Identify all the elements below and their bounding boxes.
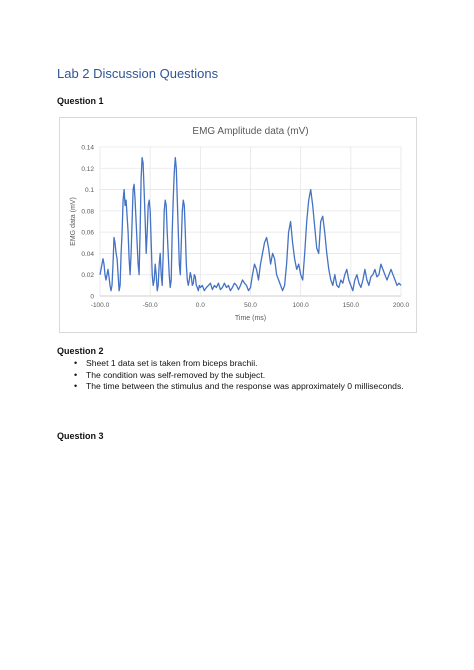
x-tick-label: -100.0 <box>90 302 110 309</box>
y-axis-label: EMG data (mV) <box>70 197 77 246</box>
y-tick-label: 0.08 <box>81 208 94 216</box>
x-tick-label: 50.0 <box>244 302 257 309</box>
question-3-heading: Question 3 <box>57 431 104 441</box>
x-tick-label: -50.0 <box>142 302 158 309</box>
emg-chart <box>59 117 417 333</box>
y-tick-label: 0.12 <box>81 165 94 173</box>
bullet-item: • Sheet 1 data set is taken from biceps brachii. <box>74 358 404 370</box>
y-tick-label: 0.14 <box>81 144 94 152</box>
document-title: Lab 2 Discussion Questions <box>57 66 219 81</box>
y-tick-label: 0.06 <box>81 229 94 237</box>
x-tick-label: 100.0 <box>292 302 309 309</box>
bullet-item: • The time between the stimulus and the response was approximately 0 milliseconds. <box>74 381 404 393</box>
x-axis-label: Time (ms) <box>234 315 267 322</box>
chart-title: EMG Amplitude data (mV) <box>192 126 309 137</box>
y-tick-label: 0.1 <box>84 187 94 195</box>
question-2-heading: Question 2 <box>57 346 104 356</box>
question-1-heading: Question 1 <box>57 96 104 106</box>
y-tick-label: 0 <box>90 293 94 301</box>
emg-chart-svg <box>60 118 416 332</box>
bullet-item: • The condition was self-removed by the subject. <box>74 370 404 382</box>
x-tick-label: 150.0 <box>342 302 359 309</box>
y-tick-label: 0.02 <box>81 272 94 280</box>
x-tick-label: 200.0 <box>392 302 410 309</box>
question-2-bullets <box>74 358 404 393</box>
y-tick-label: 0.04 <box>81 250 94 258</box>
x-tick-label: 0.0 <box>195 302 205 309</box>
